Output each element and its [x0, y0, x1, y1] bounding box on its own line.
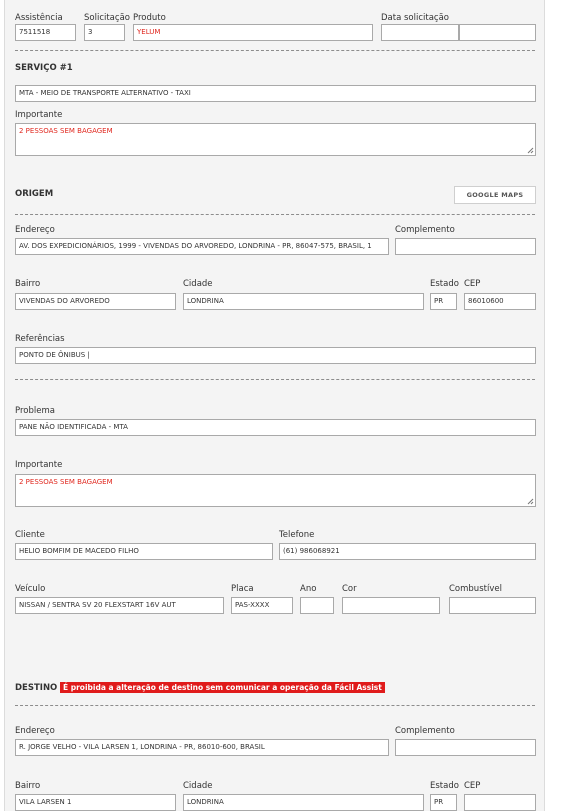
origem-bairro-label: Bairro: [15, 279, 41, 289]
destino-endereco-field[interactable]: R. JORGE VELHO - VILA LARSEN 1, LONDRINA - PR, 86010-600, BRASIL: [15, 739, 389, 756]
resize-grip-icon[interactable]: [526, 146, 534, 154]
placa-field[interactable]: PAS-XXXX: [231, 597, 293, 614]
assistencia-field[interactable]: 7511518: [15, 24, 76, 41]
divider: [15, 705, 535, 706]
resize-grip-icon[interactable]: [526, 497, 534, 505]
destino-cidade-field[interactable]: LONDRINA: [183, 794, 424, 811]
solicitacao-label: Solicitação: [84, 13, 130, 23]
data-solicitacao-date-field[interactable]: [381, 24, 459, 41]
origem-complemento-field[interactable]: [395, 238, 536, 255]
solicitacao-field[interactable]: 3: [84, 24, 125, 41]
veiculo-field[interactable]: NISSAN / SENTRA SV 20 FLEXSTART 16V AUT: [15, 597, 224, 614]
detalhes-importante-text: 2 PESSOAS SEM BAGAGEM: [19, 478, 113, 486]
origem-cidade-field[interactable]: LONDRINA: [183, 293, 424, 310]
detalhes-importante-label: Importante: [15, 460, 63, 470]
servico-importante-textarea[interactable]: [15, 123, 536, 156]
origem-bairro-field[interactable]: VIVENDAS DO ARVOREDO: [15, 293, 176, 310]
servico-importante-text: 2 PESSOAS SEM BAGAGEM: [19, 127, 113, 135]
placa-label: Placa: [231, 584, 254, 594]
telefone-label: Telefone: [279, 530, 315, 540]
produto-label: Produto: [133, 13, 166, 23]
destino-estado-label: Estado: [430, 781, 459, 791]
problema-field[interactable]: PANE NÃO IDENTIFICADA - MTA: [15, 419, 536, 436]
origem-referencias-label: Referências: [15, 334, 65, 344]
origem-cep-label: CEP: [464, 279, 481, 289]
detalhes-importante-textarea[interactable]: [15, 474, 536, 507]
origem-endereco-label: Endereço: [15, 225, 55, 235]
problema-label: Problema: [15, 406, 55, 416]
destino-estado-field[interactable]: PR: [430, 794, 457, 811]
cliente-label: Cliente: [15, 530, 45, 540]
origem-estado-field[interactable]: PR: [430, 293, 457, 310]
ano-label: Ano: [300, 584, 317, 594]
telefone-field[interactable]: (61) 986068921: [279, 543, 536, 560]
destino-cep-label: CEP: [464, 781, 481, 791]
destino-endereco-label: Endereço: [15, 726, 55, 736]
origem-endereco-field[interactable]: AV. DOS EXPEDICIONÁRIOS, 1999 - VIVENDAS DO ARVOREDO, LONDRINA - PR, 86047-575, BRASIL, 1: [15, 238, 389, 255]
destino-complemento-field[interactable]: [395, 739, 536, 756]
data-solicitacao-time-field[interactable]: [459, 24, 536, 41]
combustivel-field[interactable]: [449, 597, 536, 614]
origem-referencias-field[interactable]: PONTO DE ÔNIBUS |: [15, 347, 536, 364]
cliente-field[interactable]: HELIO BOMFIM DE MACEDO FILHO: [15, 543, 273, 560]
destino-complemento-label: Complemento: [395, 726, 455, 736]
servico-importante-label: Importante: [15, 110, 63, 120]
servico-tipo-field[interactable]: MTA - MEIO DE TRANSPORTE ALTERNATIVO - TAXI: [15, 85, 536, 102]
servico-title: SERVIÇO #1: [15, 63, 73, 73]
divider: [15, 50, 535, 51]
origem-estado-label: Estado: [430, 279, 459, 289]
destino-cep-field[interactable]: [464, 794, 536, 811]
ano-field[interactable]: [300, 597, 334, 614]
origem-title: ORIGEM: [15, 189, 54, 199]
destino-warning-badge: É proibida a alteração de destino sem comunicar a operação da Fácil Assist: [60, 682, 385, 693]
google-maps-button[interactable]: GOOGLE MAPS: [454, 186, 536, 204]
origem-cep-field[interactable]: 86010600: [464, 293, 536, 310]
produto-field[interactable]: YELUM: [133, 24, 373, 41]
veiculo-label: Veículo: [15, 584, 46, 594]
divider: [15, 379, 535, 380]
divider: [15, 214, 535, 215]
origem-complemento-label: Complemento: [395, 225, 455, 235]
destino-bairro-field[interactable]: VILA LARSEN 1: [15, 794, 176, 811]
combustivel-label: Combustível: [449, 584, 502, 594]
origem-cidade-label: Cidade: [183, 279, 213, 289]
data-solicitacao-label: Data solicitação: [381, 13, 450, 23]
cor-label: Cor: [342, 584, 357, 594]
destino-bairro-label: Bairro: [15, 781, 41, 791]
assistencia-label: Assistência: [15, 13, 63, 23]
destino-cidade-label: Cidade: [183, 781, 213, 791]
destino-title: DESTINO: [15, 683, 58, 693]
cor-field[interactable]: [342, 597, 440, 614]
